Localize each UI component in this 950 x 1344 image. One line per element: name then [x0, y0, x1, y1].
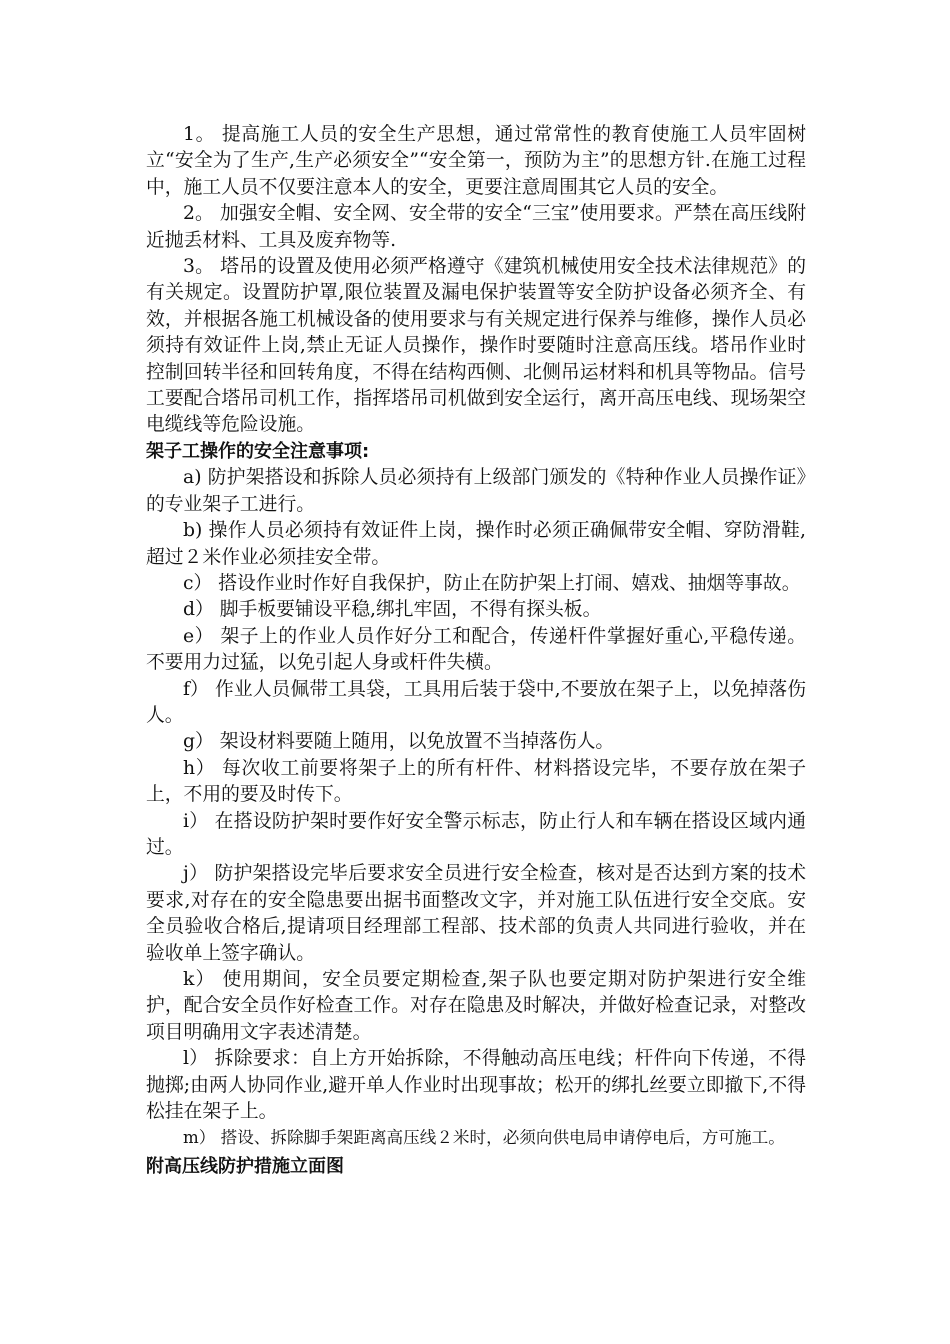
scaffold-item-m: m） 搭设、拆除脚手架距离高压线２米时，必须向供电局申请停电后，方可施工。	[183, 1128, 785, 1148]
safety-item-2: 2。 加强安全帽、安全网、安全带的安全“三宝”使用要求。严禁在高压线附近抛丢材料、工具及废弃物等.	[146, 203, 806, 251]
document-page	[146, 122, 806, 1180]
safety-item-1: 1。 提高施工人员的安全生产思想，通过常常性的教育使施工人员牢固树立“安全为了生产,生产必须安全”“安全第一，预防为主”的思想方针.在施工过程中，施工人员不仅要注意本人的安全，更要注意周围其它人员的安全。	[146, 124, 806, 198]
scaffold-item-k: k） 使用期间，安全员要定期检查,架子队也要定期对防护架进行安全维护，配合安全员作好检查工作。对存在隐患及时解决，并做好检查记录，对整改项目明确用文字表述清楚。	[146, 969, 806, 1043]
scaffold-item-c: c） 搭设作业时作好自我保护，防止在防护架上打闹、嬉戏、抽烟等事故。	[183, 572, 801, 594]
appendix-heading: 附高压线防护措施立面图	[146, 1155, 344, 1177]
scaffold-item-l: l） 拆除要求：自上方开始拆除，不得触动高压电线；杆件向下传递，不得抛掷;由两人协同作业,避开单人作业时出现事故；松开的绑扎丝要立即撤下,不得松挂在架子上。	[146, 1048, 806, 1123]
scaffold-section-heading: 架子工操作的安全注意事项:	[146, 440, 370, 462]
scaffold-item-b: b) 操作人员必须持有效证件上岗，操作时必须正确佩带安全帽、穿防滑鞋,超过２米作业必须挂安全带。	[146, 520, 806, 568]
scaffold-item-a: a) 防护架搭设和拆除人员必须持有上级部门颁发的《特种作业人员操作证》的专业架子工进行。	[146, 467, 806, 515]
scaffold-item-j: j） 防护架搭设完毕后要求安全员进行安全检查，核对是否达到方案的技术要求,对存在的安全隐患要出据书面整改文字，并对施工队伍进行安全交底。安全员验收合格后,提请项目经理部工程部、技术部的负责人共同进行验收，并在验收单上签字确认。	[146, 863, 806, 964]
scaffold-item-e: e） 架子上的作业人员作好分工和配合，传递杆件掌握好重心,平稳传递。不要用力过猛，以免引起人身或杆件失横。	[146, 625, 806, 674]
safety-item-3: 3。 塔吊的设置及使用必须严格遵守《建筑机械使用安全技术法律规范》的有关规定。设置防护罩,限位装置及漏电保护装置等安全防护设备必须齐全、有效，并根据各施工机械设备的使用要求与有关规定进行保养与维修，操作人员必须持有效证件上岗,禁止无证人员操作，操作时要随时注意高压线。塔吊作业时控制回转半径和回转角度，不得在结构西侧、北侧吊运材料和机具等物品。信号工要配合塔吊司机工作，指挥塔吊司机做到安全运行，离开高压电线、现场架空电缆线等危险设施。	[146, 256, 806, 436]
scaffold-item-f: f） 作业人员佩带工具袋，工具用后装于袋中,不要放在架子上，以免掉落伤人。	[146, 678, 806, 726]
scaffold-item-d: d） 脚手板要铺设平稳,绑扎牢固，不得有探头板。	[183, 599, 602, 621]
scaffold-item-h: h） 每次收工前要将架子上的所有杆件、材料搭设完毕，不要存放在架子上，不用的要及时传下。	[146, 757, 806, 806]
scaffold-item-i: i） 在搭设防护架时要作好安全警示标志，防止行人和车辆在搭设区域内通过。	[146, 810, 806, 858]
scaffold-item-g: g） 架设材料要随上随用，以免放置不当掉落伤人。	[183, 731, 615, 753]
